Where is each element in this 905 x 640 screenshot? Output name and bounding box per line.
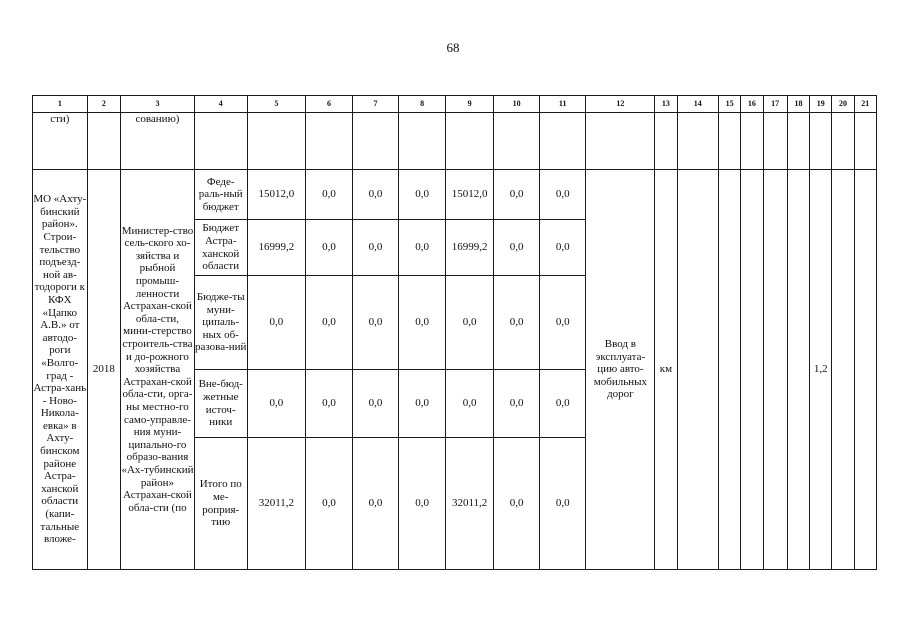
table-cell: 0,0 xyxy=(247,276,306,370)
project-year: 2018 xyxy=(87,170,120,570)
table-cell: 0,0 xyxy=(399,276,446,370)
table-cell: 0,0 xyxy=(539,170,586,220)
column-number: 12 xyxy=(586,96,655,113)
table-cell: 0,0 xyxy=(399,170,446,220)
table-cell: 0,0 xyxy=(494,170,540,220)
table-cell: 0,0 xyxy=(352,276,399,370)
table-cell: 0,0 xyxy=(494,276,540,370)
indicator-name: Ввод в эксплуата-цию авто-мобильных дорог xyxy=(586,170,655,570)
funding-source: Бюджет Астра-ханской области xyxy=(194,220,247,276)
column-number: 7 xyxy=(352,96,399,113)
funding-source: Вне-бюд-жетные источ-ники xyxy=(194,370,247,438)
continuation-text: сти) xyxy=(33,113,88,170)
table-row xyxy=(33,170,877,220)
column-number: 11 xyxy=(539,96,586,113)
table-cell: 0,0 xyxy=(399,438,446,570)
column-number: 18 xyxy=(787,96,809,113)
table-cell: 0,0 xyxy=(306,276,353,370)
project-name: МО «Ахту-бинский район». Строи-тельство подъезд-ной ав-тодороги к КФХ «Цапко А.В.» от автодо-роги «Волго-град - Астра-хань - Ново-Никола-евка» в Ахту-бинском районе Астра-ханской области (капи-тальные вложе- xyxy=(33,170,88,570)
column-number: 14 xyxy=(677,96,718,113)
column-number: 21 xyxy=(854,96,876,113)
project-executors: Министер-ство сель-ского хо-зяйства и рыбной промыш-ленности Астрахан-ской обла-сти, мини-стерство строитель-ства и до-рожного хозяйства Астрахан-ской обла-сти, орга-ны местно-го само-управле-ния муни-ципально-го образо-вания «Ах-тубинский район» Астрахан-ской обла-сти (по xyxy=(121,170,195,570)
table-cell: 0,0 xyxy=(306,438,353,570)
table-cell: 16999,2 xyxy=(247,220,306,276)
column-number: 1 xyxy=(33,96,88,113)
column-number: 6 xyxy=(306,96,353,113)
page-number: 68 xyxy=(446,40,460,55)
table-cell: 0,0 xyxy=(494,370,540,438)
funding-source: Феде-раль-ный бюджет xyxy=(194,170,247,220)
column-number: 5 xyxy=(247,96,306,113)
table-cell: 0,0 xyxy=(306,170,353,220)
column-number: 10 xyxy=(494,96,540,113)
column-number: 16 xyxy=(741,96,763,113)
table-cell: 0,0 xyxy=(352,438,399,570)
table-cell: 0,0 xyxy=(445,276,494,370)
table-cell: 32011,2 xyxy=(247,438,306,570)
table-cell: 0,0 xyxy=(352,220,399,276)
table-cell: 0,0 xyxy=(539,370,586,438)
table-cell: 16999,2 xyxy=(445,220,494,276)
column-number: 3 xyxy=(121,96,195,113)
column-number: 17 xyxy=(763,96,787,113)
indicator-unit: км xyxy=(655,170,677,570)
table-cell: 0,0 xyxy=(445,370,494,438)
data-table xyxy=(32,95,877,570)
column-number: 8 xyxy=(399,96,446,113)
table-cell: 0,0 xyxy=(247,370,306,438)
table-cell: 15012,0 xyxy=(247,170,306,220)
table-cell: 0,0 xyxy=(399,220,446,276)
table-cell: 0,0 xyxy=(399,370,446,438)
table-cell: 0,0 xyxy=(539,220,586,276)
table-cell: 0,0 xyxy=(539,276,586,370)
table-cell: 0,0 xyxy=(306,220,353,276)
table-cell: 0,0 xyxy=(539,438,586,570)
column-number: 4 xyxy=(194,96,247,113)
table-cell: 0,0 xyxy=(352,370,399,438)
table-cell: 0,0 xyxy=(306,370,353,438)
column-number: 19 xyxy=(810,96,832,113)
table-cell: 15012,0 xyxy=(445,170,494,220)
column-number: 20 xyxy=(832,96,854,113)
continuation-row xyxy=(33,113,877,170)
column-number-row xyxy=(33,96,877,113)
continuation-text: сованию) xyxy=(121,113,195,170)
table-cell: 0,0 xyxy=(494,438,540,570)
indicator-value: 1,2 xyxy=(810,170,832,570)
column-number: 2 xyxy=(87,96,120,113)
column-number: 15 xyxy=(719,96,741,113)
funding-source: Бюдже-ты муни-ципаль-ных об-разова-ний xyxy=(194,276,247,370)
table-cell: 0,0 xyxy=(494,220,540,276)
column-number: 9 xyxy=(445,96,494,113)
table-cell: 32011,2 xyxy=(445,438,494,570)
column-number: 13 xyxy=(655,96,677,113)
table-cell: 0,0 xyxy=(352,170,399,220)
funding-source: Итого по ме-роприя-тию xyxy=(194,438,247,570)
